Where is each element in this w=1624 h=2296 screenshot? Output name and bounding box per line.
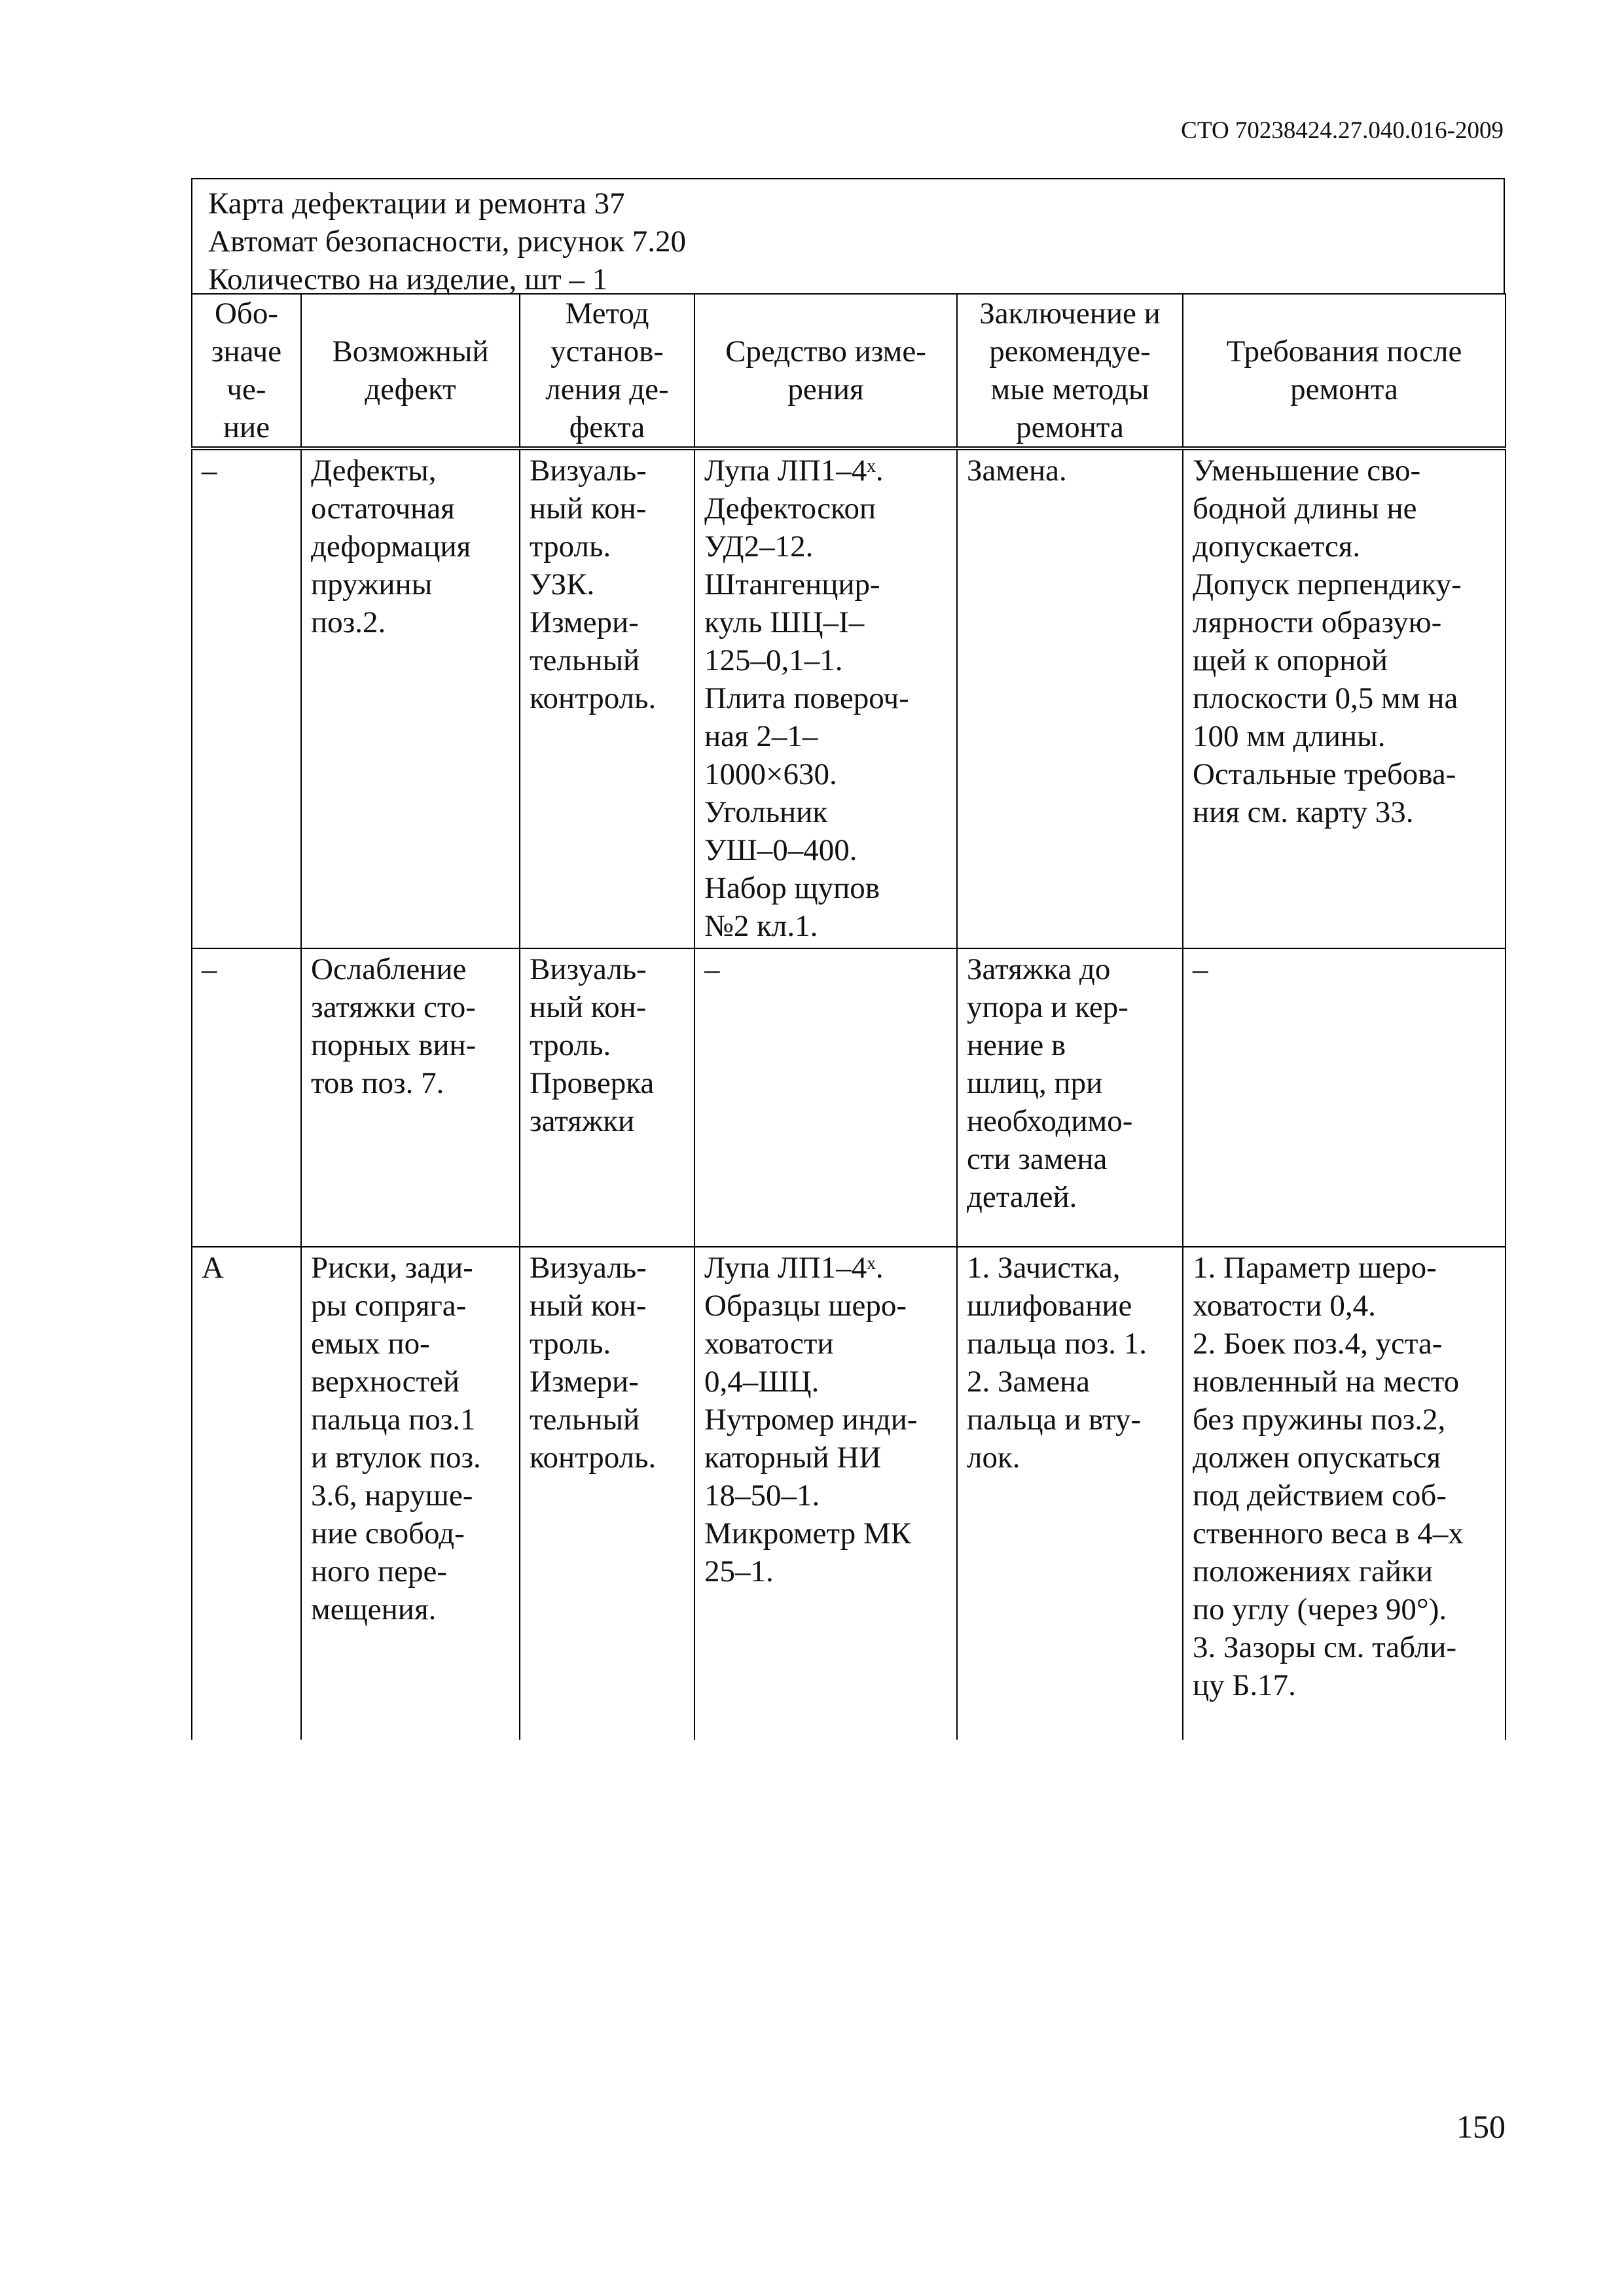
cell-means: Лупа ЛП1–4ˣ. Образцы шеро- ховатости 0,4–ШЦ. Нутромер инди- каторный НИ 18–50–1. Микрометр МК 25–1. bbox=[695, 1247, 957, 1740]
column-header-designation: Обо- значе че- ние bbox=[192, 294, 301, 448]
card-title: Карта дефектации и ремонта 37 bbox=[208, 187, 625, 221]
cell-defect: Риски, зади- ры сопряга- емых по- верхностей пальца поз.1 и втулок поз. 3.6, наруше- ние свобод- ного пере- мещения. bbox=[301, 1247, 520, 1740]
column-header-conclusion: Заключение и рекомендуе- мые методы ремонта bbox=[957, 294, 1183, 448]
column-header-requirements: Требования после ремонта bbox=[1183, 294, 1506, 448]
column-header-method: Метод установ- ления де- фекта bbox=[520, 294, 695, 448]
cell-requirements: 1. Параметр шеро- ховатости 0,4. 2. Боек поз.4, уста- новленный на место без пружины поз.2, должен опускаться под действием соб- ственного веса в 4–х положениях гайки по углу (через 90°). 3. Зазоры см. табли- цу Б.17. bbox=[1183, 1247, 1506, 1740]
cell-conclusion: Затяжка до упора и кер- нение в шлиц, при необходимо- сти замена деталей. bbox=[957, 948, 1183, 1247]
table-row bbox=[192, 1247, 1506, 1740]
cell-method: Визуаль- ный кон- троль. Проверка затяжки bbox=[520, 948, 695, 1247]
cell-designation: А bbox=[192, 1247, 301, 1740]
cell-defect: Ослабление затяжки сто- порных вин- тов поз. 7. bbox=[301, 948, 520, 1247]
table-row bbox=[192, 448, 1506, 948]
column-header-defect: Возможный дефект bbox=[301, 294, 520, 448]
table-header-row bbox=[192, 294, 1506, 448]
cell-means: Лупа ЛП1–4ˣ. Дефектоскоп УД2–12. Штангенцир- куль ШЦ–I– 125–0,1–1. Плита повероч- ная 2–1– 1000×630. Угольник УШ–0–400. Набор щупов №2 кл.1. bbox=[695, 448, 957, 948]
document-code: СТО 70238424.27.040.016-2009 bbox=[1181, 117, 1504, 144]
cell-conclusion: 1. Зачистка, шлифование пальца поз. 1. 2. Замена пальца и вту- лок. bbox=[957, 1247, 1183, 1740]
page-number: 150 bbox=[1456, 2108, 1506, 2145]
card-quantity: Количество на изделие, шт – 1 bbox=[208, 262, 608, 296]
cell-requirements: Уменьшение сво- бодной длины не допускается. Допуск перпендику- лярности образую- щей к опорной плоскости 0,5 мм на 100 мм длины. Остальные требова- ния см. карту 33. bbox=[1183, 448, 1506, 948]
cell-method: Визуаль- ный кон- троль. УЗК. Измери- тельный контроль. bbox=[520, 448, 695, 948]
cell-means: – bbox=[695, 948, 957, 1247]
cell-requirements: – bbox=[1183, 948, 1506, 1247]
cell-defect: Дефекты, остаточная деформация пружины поз.2. bbox=[301, 448, 520, 948]
cell-conclusion: Замена. bbox=[957, 448, 1183, 948]
column-header-means: Средство изме- рения bbox=[695, 294, 957, 448]
card-header bbox=[191, 178, 1505, 296]
defect-card-table bbox=[191, 178, 1505, 1740]
defects-table bbox=[191, 293, 1506, 1740]
cell-designation: – bbox=[192, 448, 301, 948]
cell-designation: – bbox=[192, 948, 301, 1247]
table-row bbox=[192, 948, 1506, 1247]
cell-method: Визуаль- ный кон- троль. Измери- тельный контроль. bbox=[520, 1247, 695, 1740]
card-subject: Автомат безопасности, рисунок 7.20 bbox=[208, 224, 686, 259]
